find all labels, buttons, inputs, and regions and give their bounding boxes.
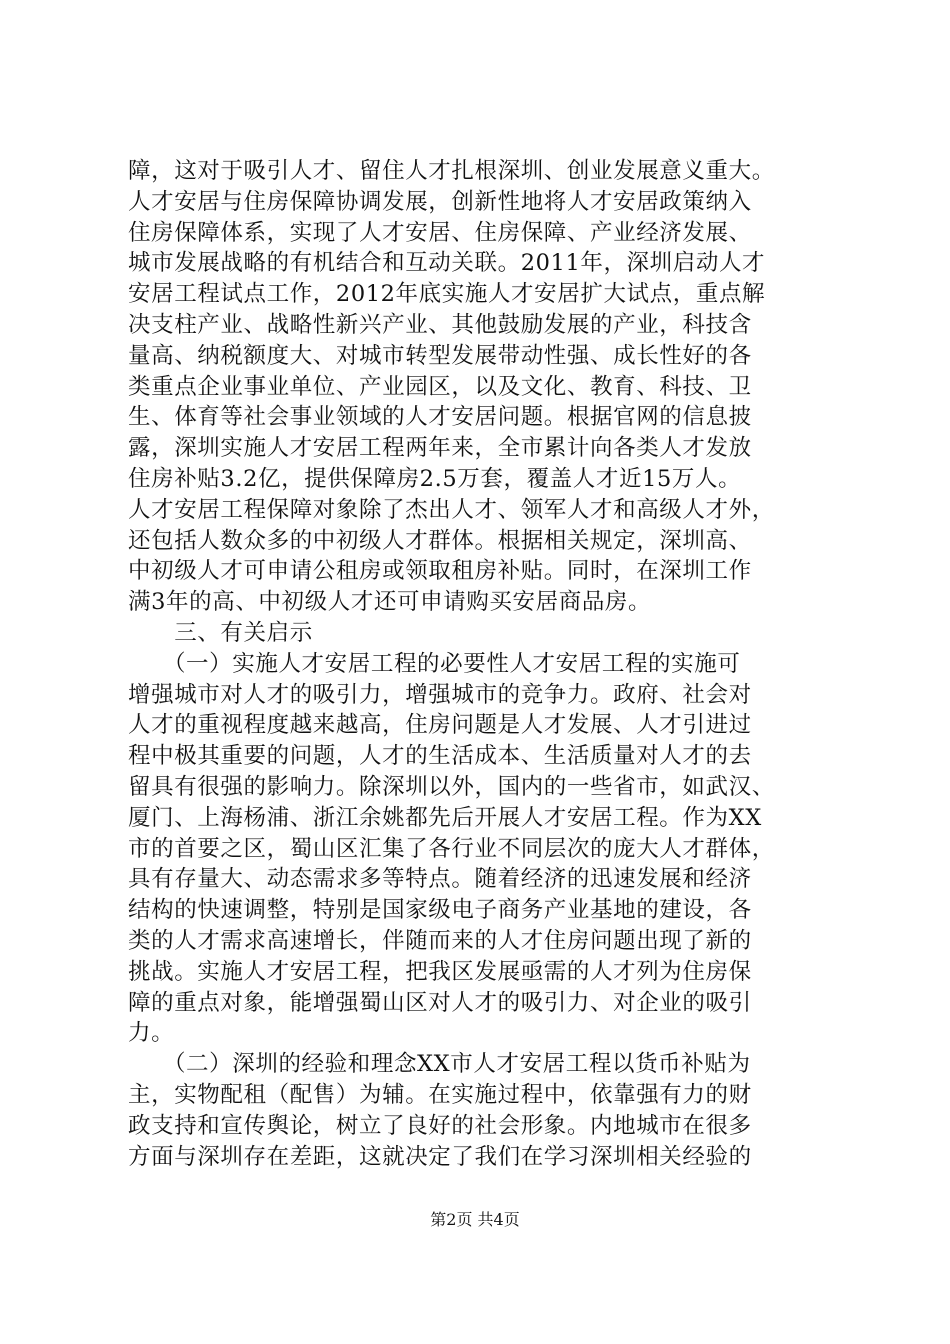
page-number-footer: 第2页 共4页 [430,1210,520,1229]
document-body [128,156,828,1172]
text-line: 政支持和宣传舆论，树立了良好的社会形象。内地城市在很多 [128,1112,752,1139]
text-line: 住房保障体系，实现了人才安居、住房保障、产业经济发展、 [128,219,752,246]
text-line: 量高、纳税额度大、对城市转型发展带动性强、成长性好的各 [128,342,752,369]
text-line: 人才的重视程度越来越高，住房问题是人才发展、人才引进过 [128,712,752,739]
text-line: 还包括人数众多的中初级人才群体。根据相关规定，深圳高、 [128,527,752,554]
text-line: 类重点企业事业单位、产业园区，以及文化、教育、科技、卫 [128,373,752,400]
text-line: 结构的快速调整，特别是国家级电子商务产业基地的建设，各 [128,897,752,924]
text-line: （二）深圳的经验和理念XX市人才安居工程以货币补贴为 [128,1051,751,1078]
text-line: 程中极其重要的问题，人才的生活成本、生活质量对人才的去 [128,743,752,770]
text-line: 安居工程试点工作，2012年底实施人才安居扩大试点，重点解 [128,281,766,308]
text-line: 障，这对于吸引人才、留住人才扎根深圳、创业发展意义重大。 [128,158,775,184]
text-line: 类的人才需求高速增长，伴随而来的人才住房问题出现了新的 [128,927,752,954]
text-line: 具有存量大、动态需求多等特点。随着经济的迅速发展和经济 [128,866,752,893]
text-line: 方面与深圳存在差距，这就决定了我们在学习深圳相关经验的 [128,1143,752,1170]
text-line: 住房补贴3.2亿，提供保障房2.5万套，覆盖人才近15万人。 [128,465,742,492]
text-line: 人才安居与住房保障协调发展，创新性地将人才安居政策纳入 [128,188,752,215]
text-line: 障的重点对象，能增强蜀山区对人才的吸引力、对企业的吸引 [128,989,752,1016]
text-line: 露，深圳实施人才安居工程两年来，全市累计向各类人才发放 [128,435,752,462]
text-line: 满3年的高、中初级人才还可申请购买安居商品房。 [128,589,652,616]
text-line: （一）实施人才安居工程的必要性人才安居工程的实施可 [128,650,741,677]
text-line: 人才安居工程保障对象除了杰出人才、领军人才和高级人才外， [128,496,775,523]
text-line: 留具有很强的影响力。除深圳以外，国内的一些省市，如武汉、 [128,773,775,800]
text-line: 挑战。实施人才安居工程，把我区发展亟需的人才列为住房保 [128,958,752,985]
text-line: 决支柱产业、战略性新兴产业、其他鼓励发展的产业，科技含 [128,311,752,338]
text-line: 增强城市对人才的吸引力，增强城市的竞争力。政府、社会对 [128,681,752,708]
text-line: 市的首要之区，蜀山区汇集了各行业不同层次的庞大人才群体， [128,835,775,862]
text-line: 主，实物配租（配售）为辅。在实施过程中，依靠强有力的财 [128,1081,752,1108]
text-line: 生、体育等社会事业领域的人才安居问题。根据官网的信息披 [128,404,752,431]
text-line: 力。 [128,1020,175,1047]
section-heading: 三、有关启示 [128,619,313,646]
text-line: 中初级人才可申请公租房或领取租房补贴。同时，在深圳工作 [128,558,752,585]
text-line: 厦门、上海杨浦、浙江余姚都先后开展人才安居工程。作为XX [128,804,762,831]
text-line: 城市发展战略的有机结合和互动关联。2011年，深圳启动人才 [128,250,766,277]
